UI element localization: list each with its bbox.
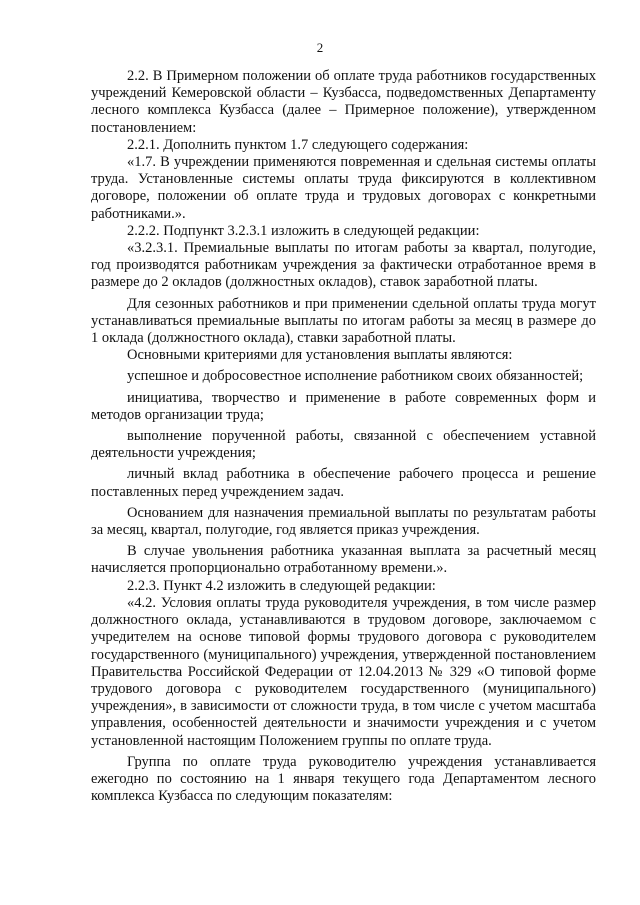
paragraph-1-7-quote: «1.7. В учреждении применяются повременная и сдельная системы оплаты труда. Установленные системы оплаты труда фиксируются в коллективном договоре, положении об оплате труда и трудовых договорах с конкретными работниками.».: [91, 154, 596, 222]
paragraph-criteria-intro: Основными критериями для установления выплаты являются:: [127, 347, 513, 364]
paragraph-seasonal-workers: Для сезонных работников и при применении сдельной оплаты труда могут устанавливаться премиальные выплаты по итогам работы за месяц в размере до 1 оклада (должностного оклада), ставки заработной платы.: [91, 295, 596, 347]
paragraph-dismissal: В случае увольнения работника указанная выплата за расчетный месяц начисляется пропорционально отработанному времени.».: [91, 543, 596, 577]
criteria-item-assigned-work: выполнение порученной работы, связанной с обеспечением уставной деятельности учреждения;: [91, 428, 596, 462]
paragraph-bonus-basis: Основанием для назначения премиальной выплаты по результатам работы за месяц, квартал, полугодие, год является приказ учреждения.: [91, 504, 596, 539]
paragraph-pay-group: Группа по оплате труда руководителю учреждения устанавливается ежегодно по состоянию на 1 января текущего года Департаментом лесного комплекса Кузбасса по следующим показателям:: [91, 753, 596, 805]
page-number: 2: [316, 40, 324, 55]
paragraph-3-2-3-1-quote: «3.2.3.1. Премиальные выплаты по итогам работы за квартал, полугодие, год производятся работникам учреждения за фактически отработанное время в размере до 2 окладов (должностных окладов), ставок заработной платы.: [91, 240, 596, 291]
paragraph-2-2-3: 2.2.3. Пункт 4.2 изложить в следующей редакции:: [127, 577, 436, 594]
criteria-item-personal-contribution: личный вклад работника в обеспечение рабочего процесса и решение поставленных перед учреждением задач.: [91, 466, 596, 500]
paragraph-2-2-2: 2.2.2. Подпункт 3.2.3.1 изложить в следующей редакции:: [127, 222, 480, 239]
paragraph-2-2: 2.2. В Примерном положении об оплате труда работников государственных учреждений Кемеровской области – Кузбасса, подведомственных Департаменту лесного комплекса Кузбасса (далее – Примерное положение), утвержденном постановлением:: [91, 68, 596, 136]
paragraph-2-2-1: 2.2.1. Дополнить пунктом 1.7 следующего содержания:: [127, 136, 469, 153]
criteria-item-initiative: инициатива, творчество и применение в работе современных форм и методов организации труда;: [91, 389, 596, 423]
criteria-item-diligence: успешное и добросовестное исполнение работником своих обязанностей;: [127, 368, 584, 385]
paragraph-4-2-quote: «4.2. Условия оплаты труда руководителя учреждения, в том числе размер должностного оклада, устанавливаются в трудовом договоре, заключаемом с учредителем на основе типовой формы трудового договора с руководителем государственного (муниципального) учреждения, утвержденной постановлением Правительства Российской Федерации от 12.04.2013 № 329 «О типовой форме трудового договора с руководителем государственного (муниципального) учреждения», в зависимости от сложности труда, в том числе с учетом масштаба управления, особенностей деятельности и значимости учреждения и с учетом установленной настоящим Положением группы по оплате труда.: [91, 594, 596, 749]
document-body: [91, 68, 596, 805]
